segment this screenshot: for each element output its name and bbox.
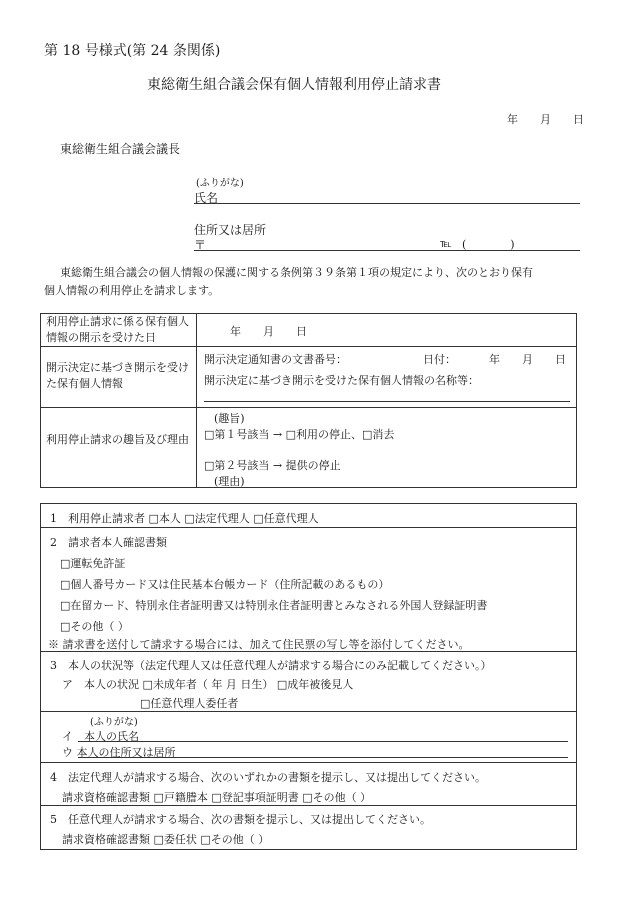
section-4-title: 4 法定代理人が請求する場合、次のいずれかの書類を提示し、又は提出してください。 <box>50 771 486 784</box>
principal-furigana: (ふりがな) <box>90 717 138 728</box>
principal-address-label: ウ 本人の住所又は居所 <box>62 746 176 759</box>
principal-status-delegator[interactable]: □任意代理人委任者 <box>140 697 239 710</box>
name-label: 氏名 <box>194 191 219 205</box>
section-2-title: 2 請求者本人確認書類 <box>50 536 167 549</box>
tel-label: ℡ <box>440 237 452 250</box>
purpose-option-2[interactable]: □第２号該当 → 提供の停止 <box>204 459 341 472</box>
id-option-residence-card[interactable]: □在留カード、特別永住者証明書又は特別永住者証明書とみなされる外国人登録証明書 <box>60 599 488 612</box>
tel-parens: ( ) <box>462 238 515 251</box>
section-5-title: 5 任意代理人が請求する場合、次の書類を提示し、又は提出してください。 <box>50 813 431 826</box>
disclosed-info-name-label: 開示決定に基づき開示を受けた保有個人情報の名称等： <box>204 374 479 387</box>
principal-name-line[interactable] <box>78 741 568 742</box>
intro-line-2: 個人情報の利用停止を請求します。 <box>44 284 220 297</box>
mail-request-note: ※ 請求書を送付して請求する場合には、加えて住民票の写し等を添付してください。 <box>48 638 470 651</box>
section-1-requester-type[interactable]: 1 利用停止請求者 □本人 □法定代理人 □任意代理人 <box>50 512 319 525</box>
name-field-line[interactable] <box>194 203 580 204</box>
address-label: 住所又は居所 <box>194 223 267 237</box>
document-number-label: 開示決定通知書の文書番号： <box>204 353 347 366</box>
postal-mark: 〒 <box>194 238 207 252</box>
purpose-option-1[interactable]: □第１号該当 → □利用の停止、□消去 <box>204 428 395 441</box>
principal-address-line[interactable] <box>78 757 568 758</box>
reason-heading: (理由) <box>214 475 245 488</box>
page-title: 東総衛生組合議会保有個人情報利用停止請求書 <box>147 77 441 93</box>
principal-status[interactable]: ア 本人の状況 □未成年者（ 年 月 日生） □成年被後見人 <box>62 678 354 691</box>
disclosure-date-value[interactable]: 年 月 日 <box>230 325 307 338</box>
disclosed-info-name-line[interactable] <box>204 401 570 402</box>
address-field-line[interactable] <box>194 250 580 251</box>
principal-name-label: イ 本人の氏名 <box>62 730 139 743</box>
id-option-other[interactable]: □その他（ ） <box>60 620 129 633</box>
date-line: 年 月 日 <box>507 113 584 126</box>
notice-date-label: 日付： <box>423 353 456 366</box>
furigana-label: (ふりがな) <box>196 178 244 189</box>
voluntary-agent-documents[interactable]: 請求資格確認書類 □委任状 □その他（ ） <box>62 833 270 846</box>
disclosure-date-label: 利用停止請求に係る保有個人情報の開示を受けた日 <box>46 315 189 344</box>
id-option-mynumber[interactable]: □個人番号カード又は住民基本台帳カード（住所記載のあるもの） <box>60 578 390 591</box>
disclosed-info-label: 開示決定に基づき開示を受けた保有個人情報 <box>46 361 189 390</box>
section-3-title: 3 本人の状況等（法定代理人又は任意代理人が請求する場合にのみ記載してください。） <box>50 659 492 672</box>
form-number: 第 18 号様式(第 24 条関係) <box>44 43 221 59</box>
id-option-license[interactable]: □運転免許証 <box>60 557 126 570</box>
notice-date-value[interactable]: 年 月 日 <box>489 353 566 366</box>
purpose-heading: (趣旨) <box>214 412 245 425</box>
purpose-reason-label: 利用停止請求の趣旨及び理由 <box>46 433 189 446</box>
intro-line-1: 東総衛生組合議会の個人情報の保護に関する条例第３９条第１項の規定により、次のとおり保有 <box>60 266 533 279</box>
legal-agent-documents[interactable]: 請求資格確認書類 □戸籍謄本 □登記事項証明書 □その他（ ） <box>62 791 372 804</box>
addressee: 東総衛生組合議会議長 <box>60 142 181 156</box>
